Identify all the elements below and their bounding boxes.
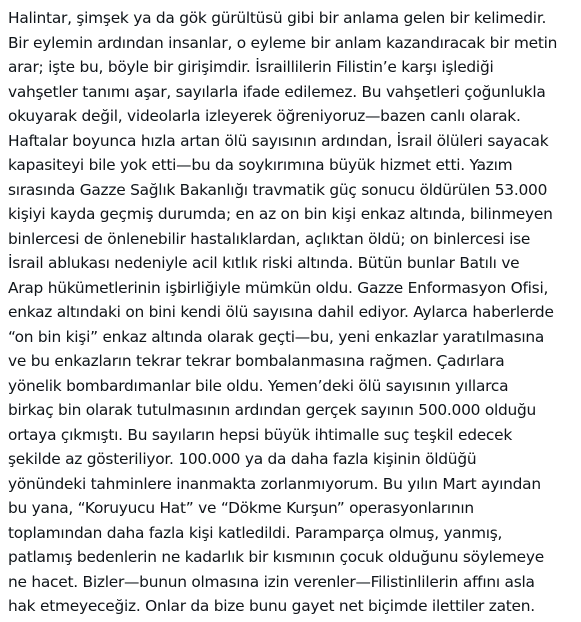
text-line: “on bin kişi” enkaz altında olarak geçti—bu, yeni enkazlar yaratılmasına	[8, 327, 545, 346]
text-line: Bir eylemin ardından insanlar, o eyleme bir anlam kazandıracak bir metin	[8, 33, 558, 52]
text-line: ne hacet. Bizler—bunun olmasına izin verenler—Filistinlilerin affını asla	[8, 572, 535, 591]
text-line: arar; işte bu, böyle bir girişimdir. İsraillilerin Filistin’e karşı işlediği	[8, 58, 494, 76]
text-line: birkaç bin olarak tutulmasının ardından gerçek sayının 500.000 olduğu	[8, 401, 537, 419]
text-line: binlercesi de önlenebilir hastalıklardan, açlıktan öldü; on binlercesi ise	[8, 229, 531, 248]
text-line: vahşetler tanımı aşar, sayılarla ifade edilemez. Bu vahşetleri çoğunlukla	[8, 82, 546, 101]
text-line: patlamış bedenlerin ne kadarlık bir kısmının çocuk olduğunu söylemeye	[8, 548, 544, 566]
text-line: yönündeki tahminlere inanmakta zorlanmıyorum. Bu yılın Mart ayından	[8, 474, 541, 493]
text-line: okuyarak değil, videolarla izleyerek öğreniyoruz—bazen canlı olarak.	[8, 107, 521, 125]
text-line: hak etmeyeceğiz. Onlar da bize bunu gayet net biçimde ilettiler zaten.	[8, 597, 535, 615]
text-line: Halintar, şimşek ya da gök gürültüsü gibi bir anlama gelen bir kelimedir.	[8, 9, 547, 27]
text-line: sırasında Gazze Sağlık Bakanlığı travmatik güç sonucu öldürülen 53.000	[8, 180, 548, 199]
text-line: İsrail ablukası nedeniyle acil kıtlık riski altında. Bütün bunlar Batılı ve	[8, 254, 520, 272]
text-line: Arap hükümetlerinin işbirliğiyle mümkün oldu. Gazze Enformasyon Ofisi,	[8, 278, 549, 297]
text-line: ortaya çıkmıştı. Bu sayıların hepsi büyük ihtimalle suç teşkil edecek	[8, 425, 513, 444]
text-line: kişiyi kayda geçmiş durumda; en az on bin kişi enkaz altında, bilinmeyen	[8, 205, 553, 223]
text-line: toplamından daha fazla kişi katledildi. Paramparça olmuş, yanmış,	[8, 523, 503, 542]
text-line: ve bu enkazların tekrar tekrar bombalanmasına rağmen. Çadırlara	[8, 352, 505, 370]
text-line: enkaz altındaki on bini kendi ölü sayısına dahil ediyor. Aylarca haberlerde	[8, 303, 554, 321]
text-line: şekilde az gösteriliyor. 100.000 ya da daha fazla kişinin öldüğü	[8, 450, 477, 468]
text-line: Haftalar boyunca hızla artan ölü sayısının ardından, İsrail ölüleri sayacak	[8, 131, 549, 150]
text-line: yönelik bombardımanlar bile oldu. Yemen’deki ölü sayısının yıllarca	[8, 376, 509, 395]
text-line: kapasiteyi bile yok etti—bu da soykırımına büyük hizmet etti. Yazım	[8, 156, 513, 174]
post-text	[8, 6, 581, 619]
text-line: bu yana, “Koruyucu Hat” ve “Dökme Kurşun” operasyonlarının	[8, 499, 474, 517]
